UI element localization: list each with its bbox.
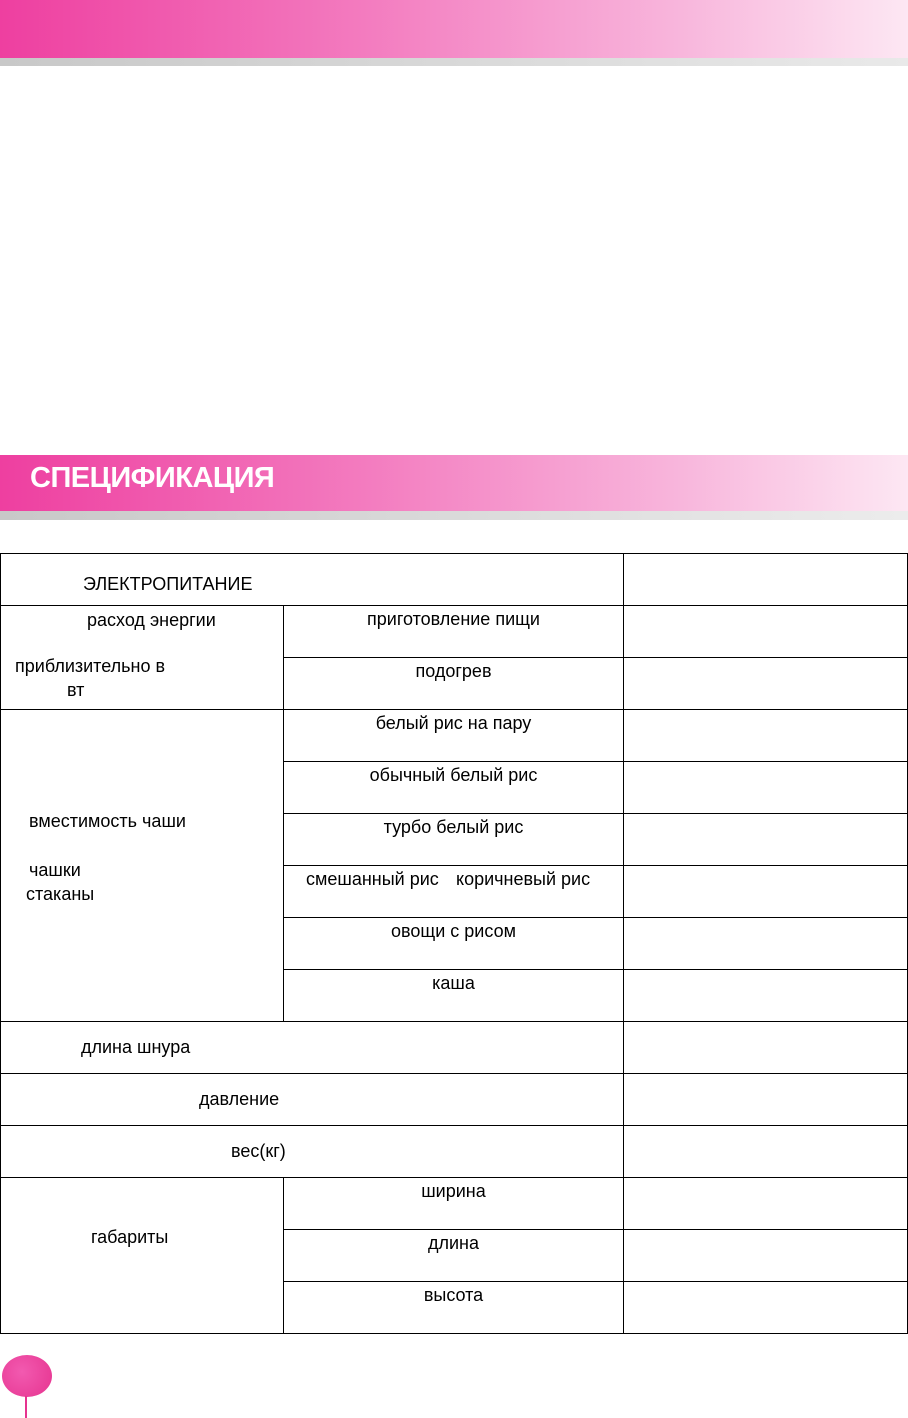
section-band-shadow [0,511,908,520]
turbo-white-rice-label: турбо белый рис [383,817,524,837]
porridge-value [624,970,908,1022]
consumption-label: расход энергии [87,610,216,630]
steamed-white-rice-label: белый рис на пару [375,713,532,733]
length-value [624,1230,908,1282]
mixed-brown-rice-value [624,866,908,918]
vegetables-rice-value [624,918,908,970]
capacity-glasses-label: стаканы [26,884,95,904]
table-row [1,606,908,658]
warming-value [624,658,908,710]
width-label: ширина [421,1181,486,1201]
turbo-white-rice-value [624,814,908,866]
regular-white-rice-label: обычный белый рис [369,765,538,785]
page-number-badge [2,1355,52,1397]
table-row [1,1074,908,1126]
cooking-label: приготовление пищи [367,609,540,629]
capacity-label: вместимость чаши [29,811,186,831]
table-row [1,1022,908,1074]
weight-label: вес(кг) [231,1141,286,1161]
page-marker-line [25,1396,27,1418]
vegetables-rice-label: овощи с рисом [391,921,516,941]
porridge-label: каша [432,973,475,993]
header-band [0,0,908,58]
warming-label: подогрев [415,661,492,681]
consumption-approx-label: приблизительно в [15,656,166,676]
table-row [1,554,908,606]
steamed-white-rice-value [624,710,908,762]
power-supply-value [624,554,908,606]
header-band-shadow [0,58,908,66]
length-label: длина [427,1233,479,1253]
consumption-unit-label: вт [67,680,85,700]
table-row [1,1126,908,1178]
capacity-cups-label: чашки [29,860,81,880]
dimensions-label: габариты [91,1227,169,1247]
pressure-value [624,1074,908,1126]
spec-table [0,553,908,1334]
cord-length-value [624,1022,908,1074]
height-value [624,1282,908,1334]
height-label: высота [423,1285,484,1305]
table-row [1,710,908,762]
table-row [1,1178,908,1230]
section-title: СПЕЦИФИКАЦИЯ [30,462,275,494]
regular-white-rice-value [624,762,908,814]
cord-length-label: длина шнура [81,1037,191,1057]
mixed-rice-label: смешанный рис [306,869,439,889]
width-value [624,1178,908,1230]
weight-value [624,1126,908,1178]
cooking-value [624,606,908,658]
brown-rice-label: коричневый рис [456,869,591,889]
pressure-label: давление [199,1089,280,1109]
power-supply-label: ЭЛЕКТРОПИТАНИЕ [83,574,253,594]
